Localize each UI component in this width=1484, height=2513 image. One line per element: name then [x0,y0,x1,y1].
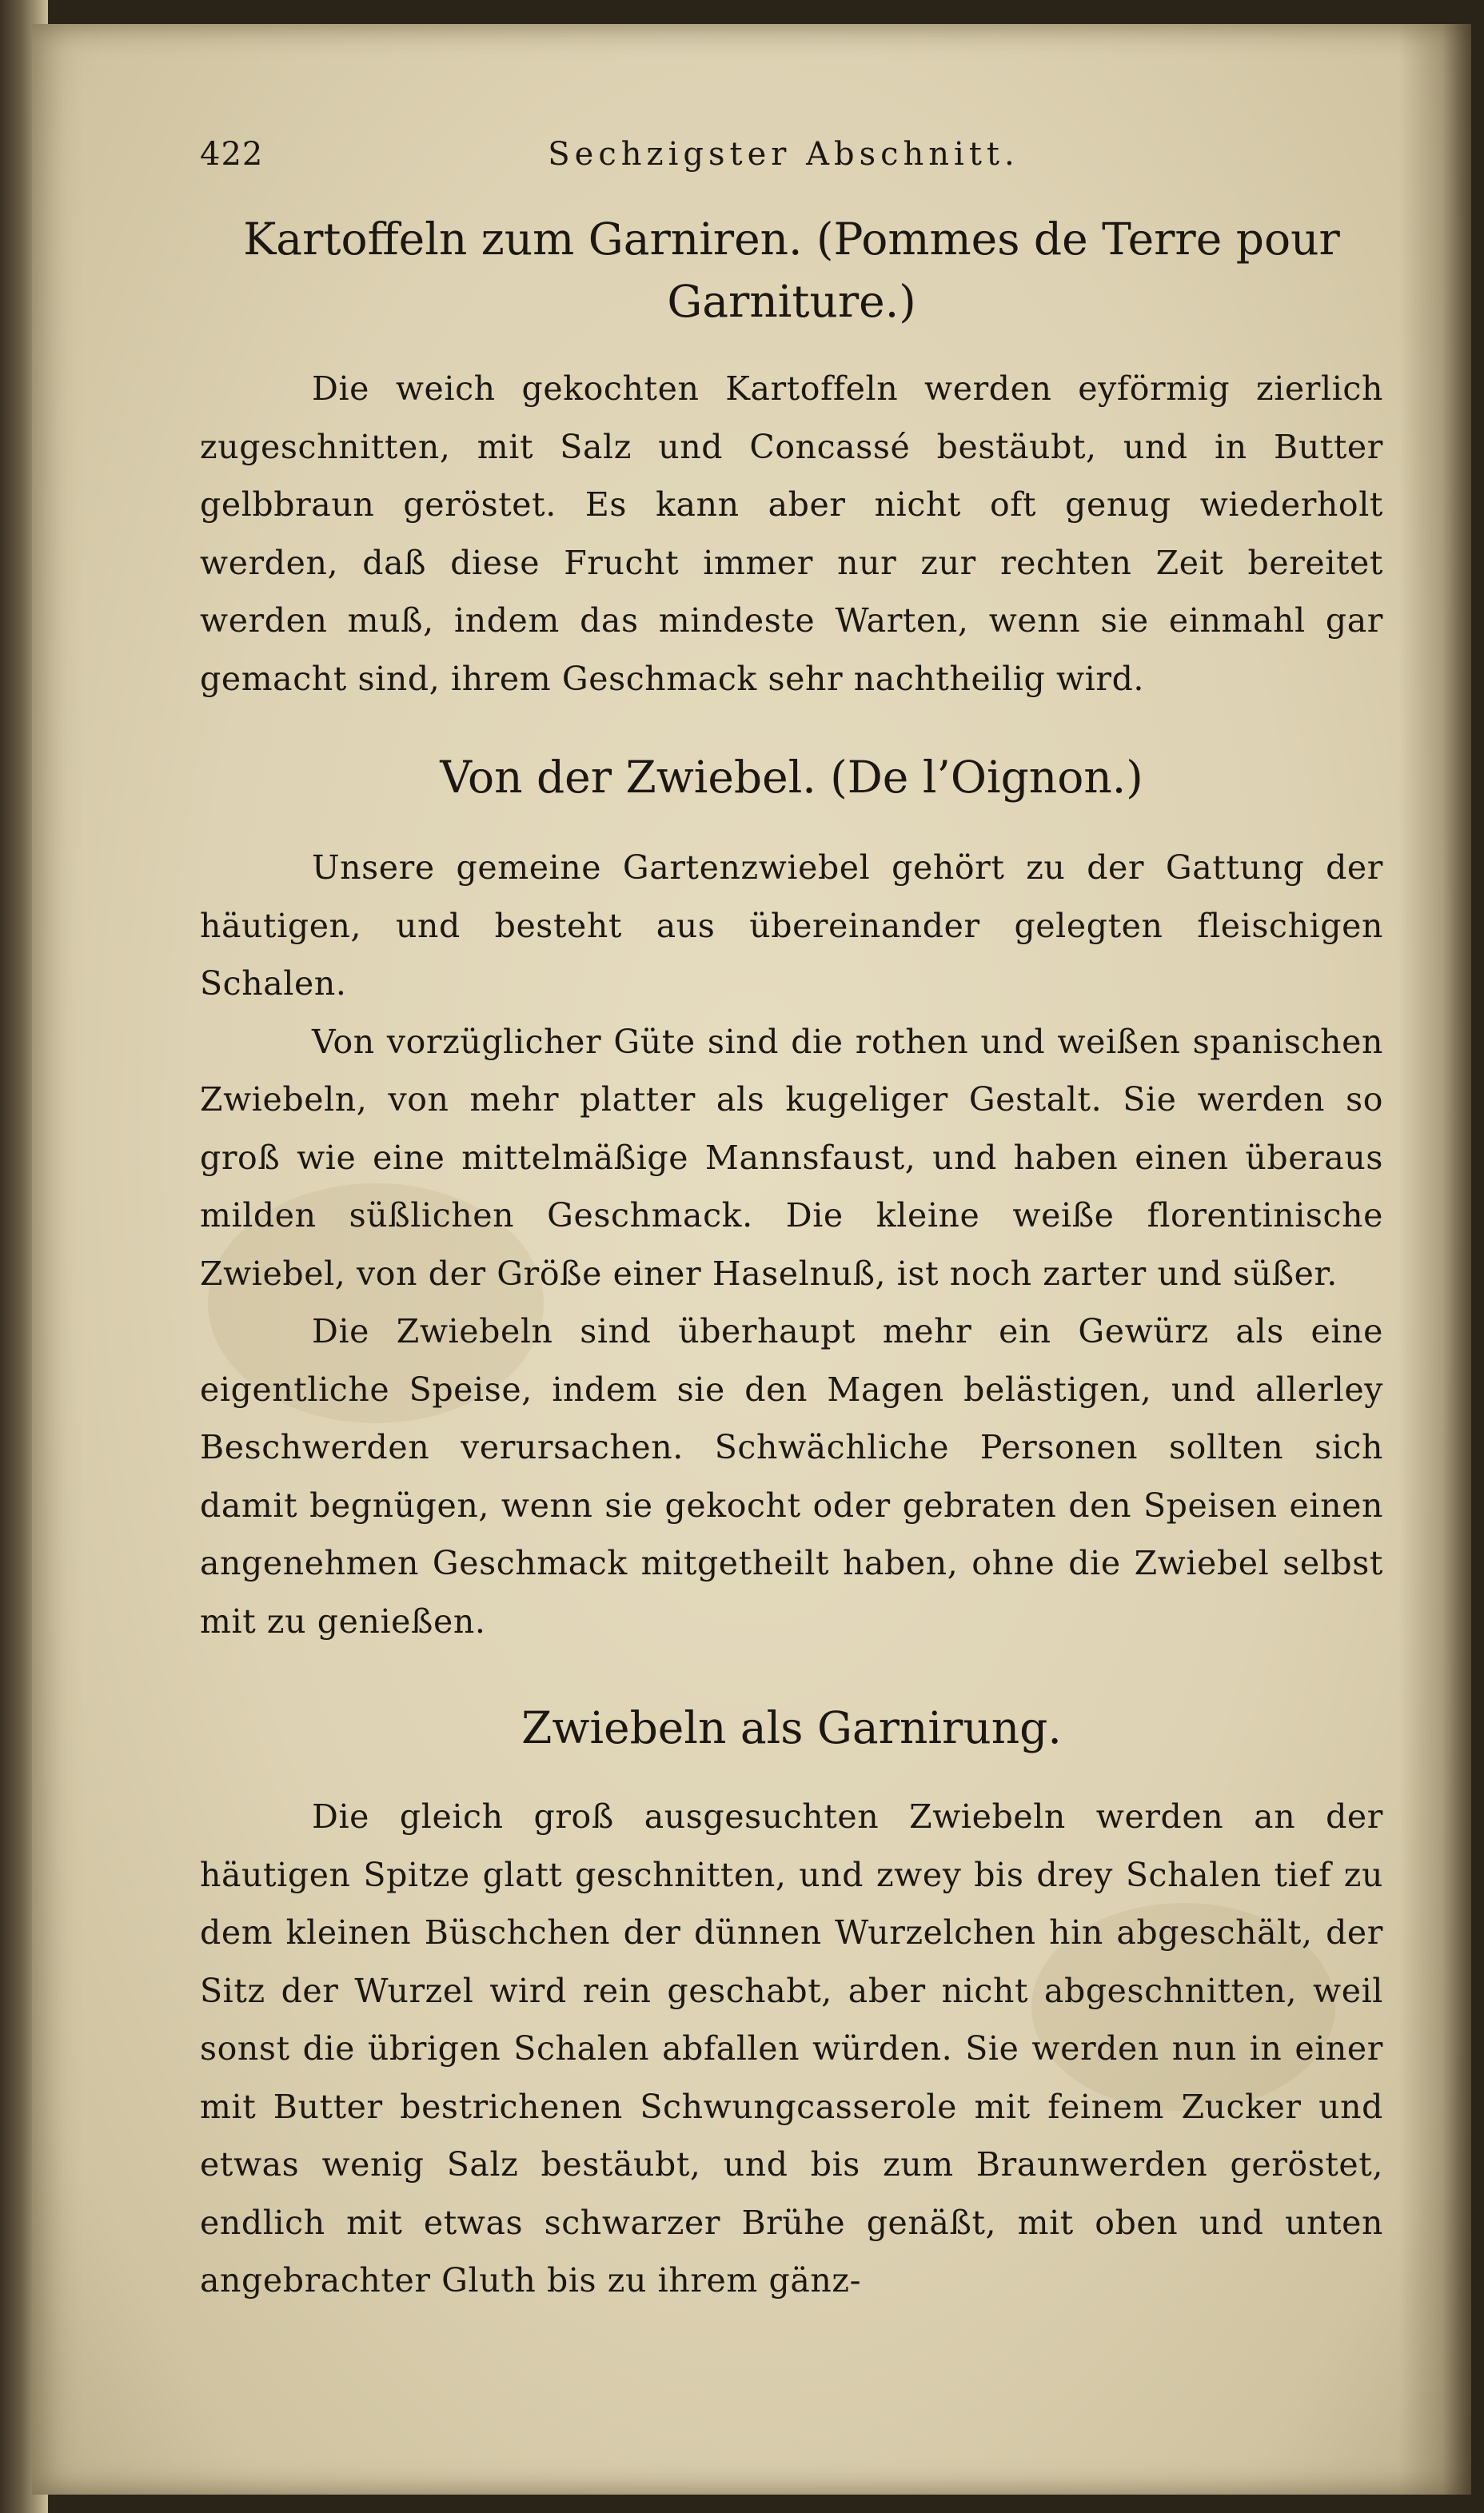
section-title-potatoes: Kartoffeln zum Garniren. (Pommes de Terre pour Garniture.) [243,213,1340,327]
section-title-onion: Von der Zwiebel. (De l’Oignon.) [440,752,1143,803]
paragraph-onion-garnish: Die gleich groß ausgesuchten Zwiebeln werden an der häutigen Spitze glatt geschnitten, und zwey bis drey Schalen tief zu dem kleinen Büschchen der dünnen Wurzelchen hin abgeschält, der Sitz der Wurzel wird rein geschabt, aber nicht abgeschnitten, weil sonst die übrigen Schalen abfallen würden. Sie werden nun in einer mit Butter bestrichenen Schwungcasserole mit feinem Zucker und etwas wenig Salz bestäubt, und bis zum Braunwerden geröstet, endlich mit etwas schwarzer Brühe genäßt, mit oben und unten angebrachter Gluth bis zu ihrem gänz- [200,1797,1383,2300]
page-content [200,136,1383,2310]
paragraph-onion-1: Unsere gemeine Gartenzwiebel gehört zu der Gattung der häutigen, und besteht aus übereinander gelegten fleischigen Schalen. [200,848,1383,1003]
paragraph-onion-3: Die Zwiebeln sind überhaupt mehr ein Gewürz als eine eigentliche Speise, indem sie den Magen belästigen, und allerley Beschwerden verursachen. Schwächliche Personen sollten sich damit begnügen, wenn sie gekocht oder gebraten den Speisen einen angenehmen Geschmack mitgetheilt haben, ohne die Zwiebel selbst mit zu genießen. [200,1312,1383,1641]
paragraph-potatoes: Die weich gekochten Kartoffeln werden eyförmig zierlich zugeschnitten, mit Salz und Concassé bestäubt, und in Butter gelbbraun geröstet. Es kann aber nicht oft genug wiederholt werden, daß diese Frucht immer nur zur rechten Zeit bereitet werden muß, indem das mindeste Warten, wenn sie einmahl gar gemacht sind, ihrem Geschmack sehr nachtheilig wird. [200,369,1383,698]
page-number: 422 [200,136,264,173]
page-edge-shadow [1399,24,1471,2495]
paragraph-onion-2: Von vorzüglicher Güte sind die rothen und weißen spanischen Zwiebeln, von mehr platter als kugeliger Gestalt. Sie werden so groß wie eine mittelmäßige Mannsfaust, und haben einen überaus milden süßlichen Geschmack. Die kleine weiße florentinische Zwiebel, von der Größe einer Haselnuß, ist noch zarter und süßer. [200,1022,1383,1293]
running-head [200,136,1383,200]
section-title-onion-garnish: Zwiebeln als Garnirung. [521,1702,1062,1753]
running-title: Sechzigster Abschnitt. [548,136,1019,173]
